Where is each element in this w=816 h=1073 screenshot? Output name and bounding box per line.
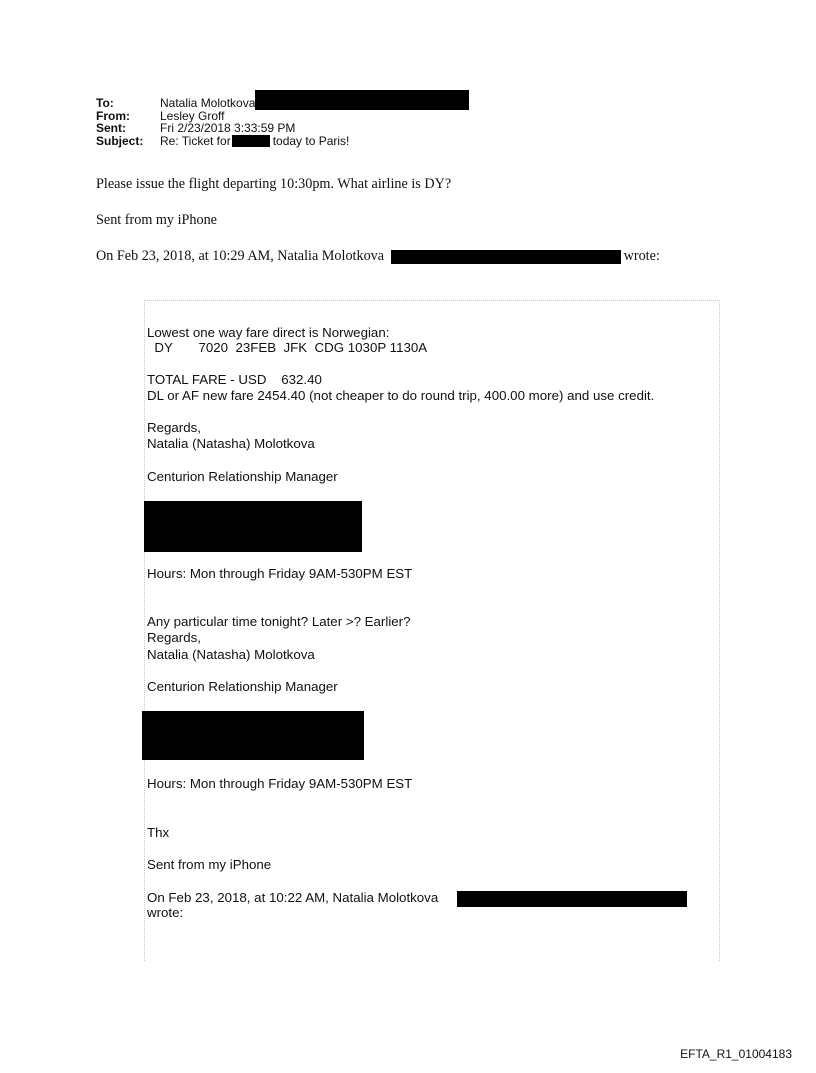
quoted-line: Hours: Mon through Friday 9AM-530PM EST	[147, 566, 413, 581]
subject-suffix: today to Paris!	[272, 133, 350, 148]
subject-prefix: Re: Ticket for	[160, 133, 231, 148]
redaction-block	[142, 711, 364, 760]
email-header	[96, 97, 469, 147]
quote-intro-suffix: wrote:	[623, 248, 660, 264]
quoted-line: Natalia (Natasha) Molotkova	[147, 436, 315, 451]
body-line-signature: Sent from my iPhone	[96, 212, 217, 228]
quoted-line: Thx	[147, 825, 170, 840]
redaction-block	[457, 891, 687, 907]
quoted-line: Lowest one way fare direct is Norwegian:	[147, 325, 390, 340]
to-value: Natalia Molotkova	[160, 96, 256, 110]
redaction-block	[232, 135, 270, 147]
to-label: To:	[96, 96, 114, 110]
quoted-line: DY 7020 23FEB JFK CDG 1030P 1130A	[147, 340, 428, 355]
subject-row	[96, 135, 469, 148]
quoted-line: DL or AF new fare 2454.40 (not cheaper to do round trip, 400.00 more) and use credit.	[147, 388, 655, 403]
quoted-line: Sent from my iPhone	[147, 857, 272, 872]
body-line-request: Please issue the flight departing 10:30pm. What airline is DY?	[96, 176, 452, 192]
sent-label: Sent:	[96, 121, 126, 135]
quoted-line: On Feb 23, 2018, at 10:22 AM, Natalia Molotkova	[147, 890, 439, 905]
quoted-line: Natalia (Natasha) Molotkova	[147, 647, 315, 662]
sent-value: Fri 2/23/2018 3:33:59 PM	[160, 121, 296, 135]
quoted-line: Any particular time tonight? Later >? Earlier?	[147, 614, 411, 629]
subject-label: Subject:	[96, 133, 144, 148]
quoted-line: Centurion Relationship Manager	[147, 679, 338, 694]
redaction-block	[255, 90, 469, 110]
redaction-block	[391, 250, 621, 264]
quoted-line: Centurion Relationship Manager	[147, 469, 338, 484]
quoted-line: Hours: Mon through Friday 9AM-530PM EST	[147, 776, 413, 791]
to-row	[96, 97, 469, 110]
redaction-block	[144, 501, 362, 552]
from-label: From:	[96, 108, 130, 123]
document-id: EFTA_R1_01004183	[680, 1047, 792, 1061]
quoted-line: Regards,	[147, 420, 201, 435]
quote-intro-prefix: On Feb 23, 2018, at 10:29 AM, Natalia Molotkova	[96, 248, 385, 264]
quoted-line: TOTAL FARE - USD 632.40	[147, 372, 322, 387]
body-line-quote-intro	[96, 248, 660, 265]
quoted-line: Regards,	[147, 630, 201, 645]
from-value: Lesley Groff	[160, 108, 225, 123]
quoted-line: wrote:	[147, 905, 184, 920]
